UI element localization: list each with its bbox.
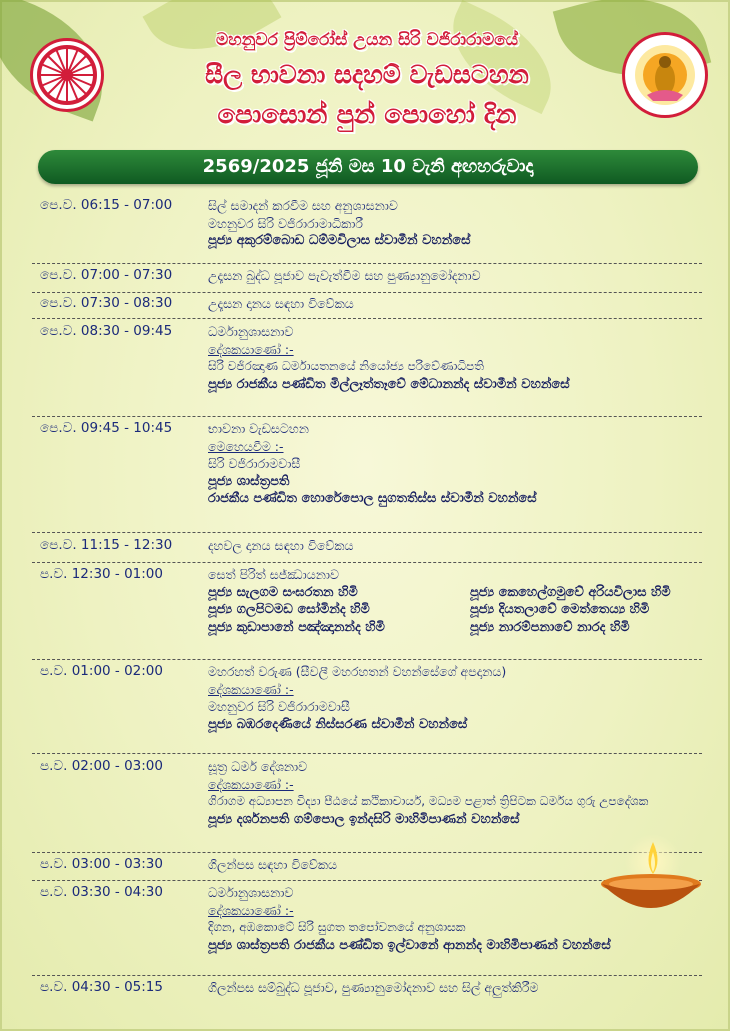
schedule-time: ප.ව. 04:30 - 05:15	[40, 979, 163, 995]
speaker-name: පූජ්‍ය බඹරදෙණියේ නිස්සරණ ස්වාමීන් වහන්සේ	[208, 716, 468, 732]
schedule-details	[208, 267, 698, 285]
row-divider	[32, 532, 702, 533]
schedule-time: පෙ.ව. 11:15 - 12:30	[40, 537, 173, 553]
role-label: දේශකයාණෝ :-	[208, 902, 294, 918]
row-divider	[32, 659, 702, 660]
schedule-details	[208, 537, 698, 555]
speaker-name: පූජ්‍ය දර්ශනපති ගම්පොල ඉන්දසිරි මාහිමිපාණන් වහන්සේ	[208, 811, 520, 827]
schedule-details	[208, 420, 698, 508]
schedule-text: භාවනා වැඩසටහන	[208, 421, 309, 436]
schedule-text: දහවල දානය සඳහා විවේකය	[208, 538, 354, 553]
speaker-name: පූජ්‍ය ශාස්ත්‍රපති	[208, 473, 290, 489]
schedule-details	[208, 566, 698, 636]
schedule-text: සිරි වජිරාරාමවාසී	[208, 456, 301, 471]
monk-name: පූජ්‍ය කුඩාපානේ පඤ්ඤානන්ද හිමි	[208, 619, 385, 635]
schedule-text: ගිලන්පස සඳහා විවේකය	[208, 857, 337, 872]
oil-lamp-icon	[596, 832, 706, 922]
schedule-text: ගිරාගම අධ්‍යාපන විද්‍යා පීඨයේ කථිකාචාර්ය, මධ්‍යම පළාත් ත්‍රිපිටක ධර්මය ගුරු උපදේශක	[208, 794, 649, 808]
row-divider	[32, 975, 702, 976]
schedule-text: උදෑසන දානය සඳහා විවේකය	[208, 296, 354, 311]
speaker-name: පූජ්‍ය ශාස්ත්‍රපති රාජකීය පණ්ඩිත ඉල්වානේ ආනන්ද මාහිමිපාණන් වහන්සේ	[208, 937, 611, 953]
schedule-text: ගිලන්පස සම්බුද්ධ පූජාව, පුණ්‍යානුමෝදනාව සහ සිල් අලුත්කිරීම	[208, 980, 539, 995]
schedule-text: මහරහත් වරුණ (සීවලී මහරහතන් වහන්සේගේ අපදානය)	[208, 664, 507, 679]
schedule-details	[208, 663, 698, 733]
schedule-text: ධර්මානුශාසනාව	[208, 885, 294, 900]
schedule-time: ප.ව. 03:30 - 04:30	[40, 884, 163, 900]
row-divider	[32, 318, 702, 319]
schedule-details	[208, 323, 698, 393]
schedule-time: පෙ.ව. 09:45 - 10:45	[40, 420, 173, 436]
row-divider	[32, 753, 702, 754]
speaker-name: පූජ්‍ය අකුරම්බොඩ ධම්මවිලාස ස්වාමීන් වහන්සේ	[208, 233, 471, 248]
row-divider	[32, 416, 702, 417]
schedule-time: ප.ව. 02:00 - 03:00	[40, 758, 163, 774]
schedule-time: පෙ.ව. 07:30 - 08:30	[40, 295, 173, 311]
role-label: දේශකයාණෝ :-	[208, 776, 294, 792]
schedule-text: සිරි වජිරඤාණ ධර්මායතනයේ නියෝජ්‍ය පරිවේණාධිපති	[208, 359, 485, 373]
monk-name: පූජ්‍ය නාරම්පනාවේ නාරද හිමි	[470, 619, 630, 635]
schedule-text: උදෑසන බුද්ධ පූජාව පැවැත්වීම සහ පුණ්‍යානුමෝදනාව	[208, 268, 481, 283]
schedule-text: දිගන, අඹකොටේ සිරි සුගත තපෝවනයේ අනුශාසක	[208, 920, 466, 934]
schedule-details	[208, 295, 698, 313]
header-line-1: මහනුවර ප්‍රිම්රෝස් උයන සිරි වජිරාරාමයේ	[216, 30, 518, 50]
header-line-2: සීල භාවනා සදහම් වැඩසටහන	[205, 60, 529, 89]
schedule-text: ධර්මානුශාසනාව	[208, 324, 294, 339]
schedule-time: පෙ.ව. 06:15 - 07:00	[40, 197, 173, 213]
row-divider	[32, 292, 702, 293]
monk-name: පූජ්‍ය කෙහෙල්ගමුවේ අරියවිලාස හිමි	[470, 584, 671, 600]
schedule-time: පෙ.ව. 07:00 - 07:30	[40, 267, 173, 283]
schedule-details	[208, 197, 698, 250]
monk-list	[208, 584, 698, 637]
role-label: දේශකයාණෝ :-	[208, 681, 294, 697]
schedule-time: ප.ව. 12:30 - 01:00	[40, 566, 163, 582]
schedule-time: ප.ව. 03:00 - 03:30	[40, 856, 163, 872]
schedule-details	[208, 979, 698, 997]
schedule-text: මහනුවර සිරි වජිරාරාමවාසී	[208, 699, 350, 714]
monk-name: පූජ්‍ය දියතලාවේ මෙත්තෙය්‍ය හිමි	[470, 602, 650, 617]
header-line-3: පොසොන් පුන් පොහෝ දින	[217, 100, 517, 130]
schedule-text: මහනුවර සිරි වජිරාරාමාධිකාරී	[208, 215, 363, 231]
role-label: මෙහෙයවීම :-	[208, 438, 284, 454]
monk-name: පූජ්‍ය ගලපිටමඩ සෝමින්ද හිමි	[208, 602, 370, 617]
schedule-details	[208, 758, 698, 828]
schedule-text: සෙත් පිරිත් සජ්ඣායනාව	[208, 567, 339, 582]
role-label: දේශකයාණෝ :-	[208, 341, 294, 357]
schedule-text: සිල් සමාදන් කරවීම සහ අනුශාසනාව	[208, 198, 398, 213]
speaker-name: රාජකීය පණ්ඩිත හොරේපොල සුගතතිස්ස ස්වාමීන් වහන්සේ	[208, 491, 537, 506]
date-banner: 2569/2025 ජූනි මස 10 වැනි අඟහරුවාදා	[38, 150, 698, 184]
schedule-text: සූත්‍ර ධර්ම දේශනාව	[208, 759, 308, 774]
monk-name: පූජ්‍ය සැලගම සංඝරතන හිමි	[208, 584, 358, 600]
temple-logo-icon	[622, 32, 708, 118]
speaker-name: පූජ්‍ය රාජකීය පණ්ඩිත මිල්ලෑත්තෑවේ මේධානන්ද ස්වාමීන් වහන්සේ	[208, 376, 570, 392]
header	[2, 2, 730, 152]
row-divider	[32, 562, 702, 563]
schedule-time: ප.ව. 01:00 - 02:00	[40, 663, 163, 679]
schedule-time: පෙ.ව. 08:30 - 09:45	[40, 323, 173, 339]
row-divider	[32, 263, 702, 264]
